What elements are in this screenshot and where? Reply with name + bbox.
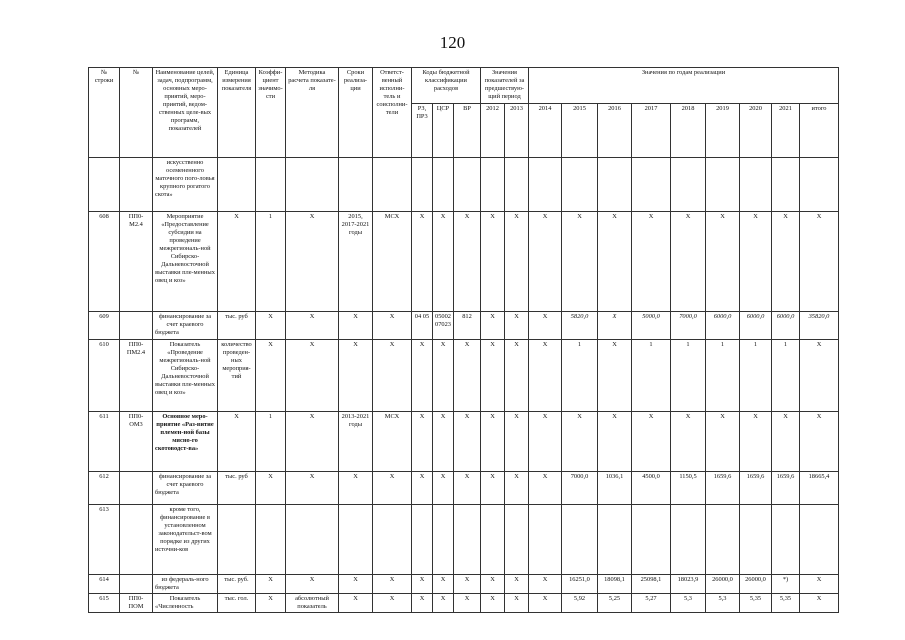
table-cell: 5,27 bbox=[632, 594, 671, 613]
table-cell: X bbox=[800, 212, 839, 312]
table-cell: X bbox=[529, 312, 562, 340]
subheader-rz-pr: РЗ, ПР3 bbox=[412, 104, 433, 158]
table-cell: МСХ bbox=[373, 212, 412, 312]
table-cell bbox=[373, 158, 412, 212]
subheader-vr: ВР bbox=[454, 104, 481, 158]
table-cell bbox=[120, 505, 153, 575]
table-cell: X bbox=[412, 594, 433, 613]
table-row bbox=[89, 575, 839, 594]
table-cell: X bbox=[632, 412, 671, 472]
table-cell bbox=[120, 472, 153, 505]
subheader-total: итого bbox=[800, 104, 839, 158]
table-cell: X bbox=[481, 575, 505, 594]
table-cell: ПП0-ПМ2.4 bbox=[120, 340, 153, 412]
table-cell: X bbox=[256, 594, 286, 613]
header-year-values: Значения по годам реализации bbox=[529, 68, 839, 104]
table-cell: X bbox=[562, 412, 598, 472]
table-cell: 1150,5 bbox=[671, 472, 706, 505]
table-cell: X bbox=[373, 340, 412, 412]
table-cell bbox=[412, 158, 433, 212]
table-cell bbox=[218, 158, 256, 212]
table-cell: 6000,0 bbox=[706, 312, 740, 340]
subheader-csr: ЦСР bbox=[433, 104, 454, 158]
table-cell bbox=[120, 158, 153, 212]
subheader-2019: 2019 bbox=[706, 104, 740, 158]
table-cell: X bbox=[373, 472, 412, 505]
table-cell: X bbox=[529, 575, 562, 594]
subheader-2015: 2015 bbox=[562, 104, 598, 158]
table-cell: 5,25 bbox=[598, 594, 632, 613]
table-cell: 1036,1 bbox=[598, 472, 632, 505]
table-cell bbox=[740, 505, 772, 575]
table-cell: X bbox=[529, 212, 562, 312]
table-cell: X bbox=[800, 594, 839, 613]
table-cell: 2013-2021 годы bbox=[339, 412, 373, 472]
table-cell: X bbox=[433, 472, 454, 505]
table-cell: искусственно осемененного маточного пого-ловья крупного рогатого скота» bbox=[153, 158, 218, 212]
table-cell: X bbox=[412, 412, 433, 472]
table-cell: X bbox=[412, 575, 433, 594]
table-cell bbox=[505, 505, 529, 575]
table-cell bbox=[481, 505, 505, 575]
table-cell bbox=[89, 158, 120, 212]
table-cell bbox=[286, 505, 339, 575]
table-cell: 1659,6 bbox=[706, 472, 740, 505]
table-cell: X bbox=[286, 312, 339, 340]
table-cell bbox=[433, 158, 454, 212]
header-no: № bbox=[120, 68, 153, 158]
subheader-2013: 2013 bbox=[505, 104, 529, 158]
table-cell: 5820,0 bbox=[562, 312, 598, 340]
table-cell: 5,35 bbox=[772, 594, 800, 613]
table-cell: кроме того, финансирование в установленном законодательст-вом порядке из других источни-ков bbox=[153, 505, 218, 575]
header-budget-codes: Коды бюджетной классификации расходов bbox=[412, 68, 481, 104]
table-cell: X bbox=[433, 575, 454, 594]
table-cell: X bbox=[598, 340, 632, 412]
table-row bbox=[89, 412, 839, 472]
table-cell: X bbox=[800, 575, 839, 594]
table-cell: X bbox=[454, 594, 481, 613]
header-name: Наименование целей, задач, подпрограмм, основных меро-приятий, меро-приятий, ведом-ственных целе-вых программ, показателей bbox=[153, 68, 218, 158]
table-cell: количество проведен-ных мероприя-тий bbox=[218, 340, 256, 412]
table-cell: X bbox=[256, 312, 286, 340]
table-cell: X bbox=[256, 340, 286, 412]
subheader-2021: 2021 bbox=[772, 104, 800, 158]
table-cell: X bbox=[454, 575, 481, 594]
table-cell: из федераль-ного бюджета bbox=[153, 575, 218, 594]
table-cell: X bbox=[433, 340, 454, 412]
table-cell: 18098,1 bbox=[598, 575, 632, 594]
table-cell: X bbox=[373, 312, 412, 340]
table-cell: 613 bbox=[89, 505, 120, 575]
table-cell: Мероприятие «Предоставление субсидии на проведение межрегиональ-ной Сибирско-Дальневосточной выставки пле-менных овец и коз» bbox=[153, 212, 218, 312]
table-cell: Основное меро-приятие «Раз-витие племен-ной базы мясно-го скотоводст-ва» bbox=[153, 412, 218, 472]
table-cell: X bbox=[505, 312, 529, 340]
table-cell bbox=[120, 312, 153, 340]
header-unit: Единица измерения показателя bbox=[218, 68, 256, 158]
table-cell: 7000,0 bbox=[562, 472, 598, 505]
table-cell bbox=[800, 505, 839, 575]
table-cell: тыс. руб bbox=[218, 312, 256, 340]
table-cell: тыс. руб. bbox=[218, 575, 256, 594]
table-cell: X bbox=[454, 340, 481, 412]
table-cell bbox=[671, 505, 706, 575]
table-cell: X bbox=[632, 212, 671, 312]
table-cell: X bbox=[598, 412, 632, 472]
table-cell: 1659,6 bbox=[740, 472, 772, 505]
table-cell: X bbox=[286, 212, 339, 312]
table-cell: X bbox=[481, 412, 505, 472]
table-cell: X bbox=[373, 594, 412, 613]
table-cell: 608 bbox=[89, 212, 120, 312]
header-responsible: Ответст-венный исполни-тель и соисполни-тели bbox=[373, 68, 412, 158]
table-row bbox=[89, 594, 839, 613]
table-cell: X bbox=[433, 412, 454, 472]
table-cell: 1659,6 bbox=[772, 472, 800, 505]
table-cell: X bbox=[481, 472, 505, 505]
table-cell bbox=[256, 505, 286, 575]
table-cell bbox=[706, 505, 740, 575]
table-cell: 5,3 bbox=[671, 594, 706, 613]
table-cell: X bbox=[412, 472, 433, 505]
table-cell bbox=[339, 158, 373, 212]
table-cell: X bbox=[454, 212, 481, 312]
subheader-2017: 2017 bbox=[632, 104, 671, 158]
table-cell: 1 bbox=[632, 340, 671, 412]
table-cell: Показатель «Численность bbox=[153, 594, 218, 613]
table-cell bbox=[632, 505, 671, 575]
table-cell bbox=[772, 158, 800, 212]
table-cell: 7000,0 bbox=[671, 312, 706, 340]
table-cell: 5000,0 bbox=[632, 312, 671, 340]
table-cell: X bbox=[339, 312, 373, 340]
header-coef: Коэффи-циент значимо-сти bbox=[256, 68, 286, 158]
table-cell: 2015, 2017-2021 годы bbox=[339, 212, 373, 312]
table-cell: X bbox=[433, 594, 454, 613]
table-cell: 1 bbox=[562, 340, 598, 412]
table-cell bbox=[598, 505, 632, 575]
table-cell: 5,3 bbox=[706, 594, 740, 613]
table-cell: X bbox=[286, 472, 339, 505]
table-cell: тыс. руб bbox=[218, 472, 256, 505]
table-cell: X bbox=[529, 412, 562, 472]
header-row-no: № строки bbox=[89, 68, 120, 158]
table-cell bbox=[772, 505, 800, 575]
table-cell: X bbox=[529, 594, 562, 613]
table-cell: X bbox=[373, 575, 412, 594]
header-prev-values: Значения показателей за предшествую-щий период bbox=[481, 68, 529, 104]
table-cell: X bbox=[598, 212, 632, 312]
table-cell: 18023,9 bbox=[671, 575, 706, 594]
table-cell: X bbox=[505, 594, 529, 613]
table-cell: X bbox=[256, 575, 286, 594]
table-cell: X bbox=[529, 340, 562, 412]
table-cell: X bbox=[286, 340, 339, 412]
subheader-2016: 2016 bbox=[598, 104, 632, 158]
table-cell: X bbox=[505, 212, 529, 312]
table-cell bbox=[373, 505, 412, 575]
table-cell: X bbox=[671, 212, 706, 312]
table-cell: 1 bbox=[256, 212, 286, 312]
table-cell: X bbox=[706, 212, 740, 312]
table-cell: 611 bbox=[89, 412, 120, 472]
table-cell: X bbox=[218, 412, 256, 472]
table-cell bbox=[481, 158, 505, 212]
subheader-2018: 2018 bbox=[671, 104, 706, 158]
table-cell bbox=[740, 158, 772, 212]
table-cell: X bbox=[339, 472, 373, 505]
table-cell: 35820,0 bbox=[800, 312, 839, 340]
table-cell: 1 bbox=[671, 340, 706, 412]
table-cell: X bbox=[706, 412, 740, 472]
table-cell: 26000,0 bbox=[740, 575, 772, 594]
table-cell: X bbox=[505, 472, 529, 505]
table-row bbox=[89, 472, 839, 505]
table-cell bbox=[529, 505, 562, 575]
table-cell: 18665,4 bbox=[800, 472, 839, 505]
table-cell: 5,35 bbox=[740, 594, 772, 613]
table-cell: финансирование за счет краевого бюджета bbox=[153, 472, 218, 505]
table-cell: МСХ bbox=[373, 412, 412, 472]
table-cell: X bbox=[481, 340, 505, 412]
table-cell: X bbox=[800, 340, 839, 412]
table-cell bbox=[454, 158, 481, 212]
table-cell: ПП0-М2.4 bbox=[120, 212, 153, 312]
table-cell: X bbox=[412, 340, 433, 412]
table-cell: X bbox=[286, 412, 339, 472]
table-cell: X bbox=[412, 212, 433, 312]
subheader-2020: 2020 bbox=[740, 104, 772, 158]
table-cell: тыс. гол. bbox=[218, 594, 256, 613]
table-cell: X bbox=[339, 594, 373, 613]
subheader-2012: 2012 bbox=[481, 104, 505, 158]
table-cell: X bbox=[454, 412, 481, 472]
table-cell: X bbox=[740, 212, 772, 312]
table-cell: 812 bbox=[454, 312, 481, 340]
table-cell: X bbox=[740, 412, 772, 472]
table-cell: X bbox=[286, 575, 339, 594]
table-cell: X bbox=[772, 212, 800, 312]
table-cell: Показатель «Проведение межрегиональ-ной Сибирско-Дальневосточной выставки пле-менных овец и коз» bbox=[153, 340, 218, 412]
table-cell: X bbox=[481, 594, 505, 613]
table-cell bbox=[632, 158, 671, 212]
table-cell bbox=[706, 158, 740, 212]
table-cell: *) bbox=[772, 575, 800, 594]
header-terms: Сроки реализа-ции bbox=[339, 68, 373, 158]
table-cell: 612 bbox=[89, 472, 120, 505]
table-cell: X bbox=[481, 212, 505, 312]
table-row bbox=[89, 340, 839, 412]
table-cell bbox=[562, 505, 598, 575]
table-cell: 16251,0 bbox=[562, 575, 598, 594]
table-cell: абсолютный показатель bbox=[286, 594, 339, 613]
subheader-2014: 2014 bbox=[529, 104, 562, 158]
table-cell bbox=[339, 505, 373, 575]
table-cell: 25098,1 bbox=[632, 575, 671, 594]
table-cell: 5,92 bbox=[562, 594, 598, 613]
table-cell: X bbox=[256, 472, 286, 505]
indicator-table bbox=[88, 67, 839, 613]
table-cell bbox=[286, 158, 339, 212]
header-method: Методика расчета показате-ля bbox=[286, 68, 339, 158]
table-cell bbox=[218, 505, 256, 575]
table-cell: 4500,0 bbox=[632, 472, 671, 505]
table-cell: X bbox=[454, 472, 481, 505]
table-cell: X bbox=[339, 575, 373, 594]
table-row bbox=[89, 158, 839, 212]
table-cell: 1 bbox=[706, 340, 740, 412]
table-row bbox=[89, 212, 839, 312]
table-cell: X bbox=[339, 340, 373, 412]
table-cell bbox=[454, 505, 481, 575]
table-cell bbox=[256, 158, 286, 212]
table-cell bbox=[562, 158, 598, 212]
table-cell: X bbox=[800, 412, 839, 472]
table-cell: X bbox=[562, 212, 598, 312]
table-cell: X bbox=[218, 212, 256, 312]
table-cell: 6000,0 bbox=[772, 312, 800, 340]
table-cell bbox=[671, 158, 706, 212]
table-cell: ПП0-ПОМ bbox=[120, 594, 153, 613]
table-cell: X bbox=[505, 575, 529, 594]
table-cell: 04 05 bbox=[412, 312, 433, 340]
table-cell: X bbox=[529, 472, 562, 505]
page-number: 120 bbox=[439, 33, 466, 52]
table-cell bbox=[412, 505, 433, 575]
table-cell bbox=[598, 158, 632, 212]
table-cell: 1 bbox=[740, 340, 772, 412]
table-cell: 6000,0 bbox=[740, 312, 772, 340]
table-cell: X bbox=[505, 412, 529, 472]
table-row bbox=[89, 312, 839, 340]
table-cell bbox=[120, 575, 153, 594]
table-cell bbox=[529, 158, 562, 212]
table-cell: 615 bbox=[89, 594, 120, 613]
table-cell: X bbox=[433, 212, 454, 312]
table-cell: 1 bbox=[772, 340, 800, 412]
table-cell: финансирование за счет краевого бюджета bbox=[153, 312, 218, 340]
table-cell: X bbox=[671, 412, 706, 472]
table-cell bbox=[433, 505, 454, 575]
table-cell bbox=[800, 158, 839, 212]
table-cell: 05002 07023 bbox=[433, 312, 454, 340]
table-cell: ПП0-ОМ3 bbox=[120, 412, 153, 472]
table-cell: 614 bbox=[89, 575, 120, 594]
table-cell: 609 bbox=[89, 312, 120, 340]
table-cell bbox=[505, 158, 529, 212]
table-cell: 26000,0 bbox=[706, 575, 740, 594]
table-cell: X bbox=[772, 412, 800, 472]
table-cell: X bbox=[505, 340, 529, 412]
table-row bbox=[89, 505, 839, 575]
table-cell: 1 bbox=[256, 412, 286, 472]
table-cell: X bbox=[598, 312, 632, 340]
table-cell: X bbox=[481, 312, 505, 340]
table-cell: 610 bbox=[89, 340, 120, 412]
